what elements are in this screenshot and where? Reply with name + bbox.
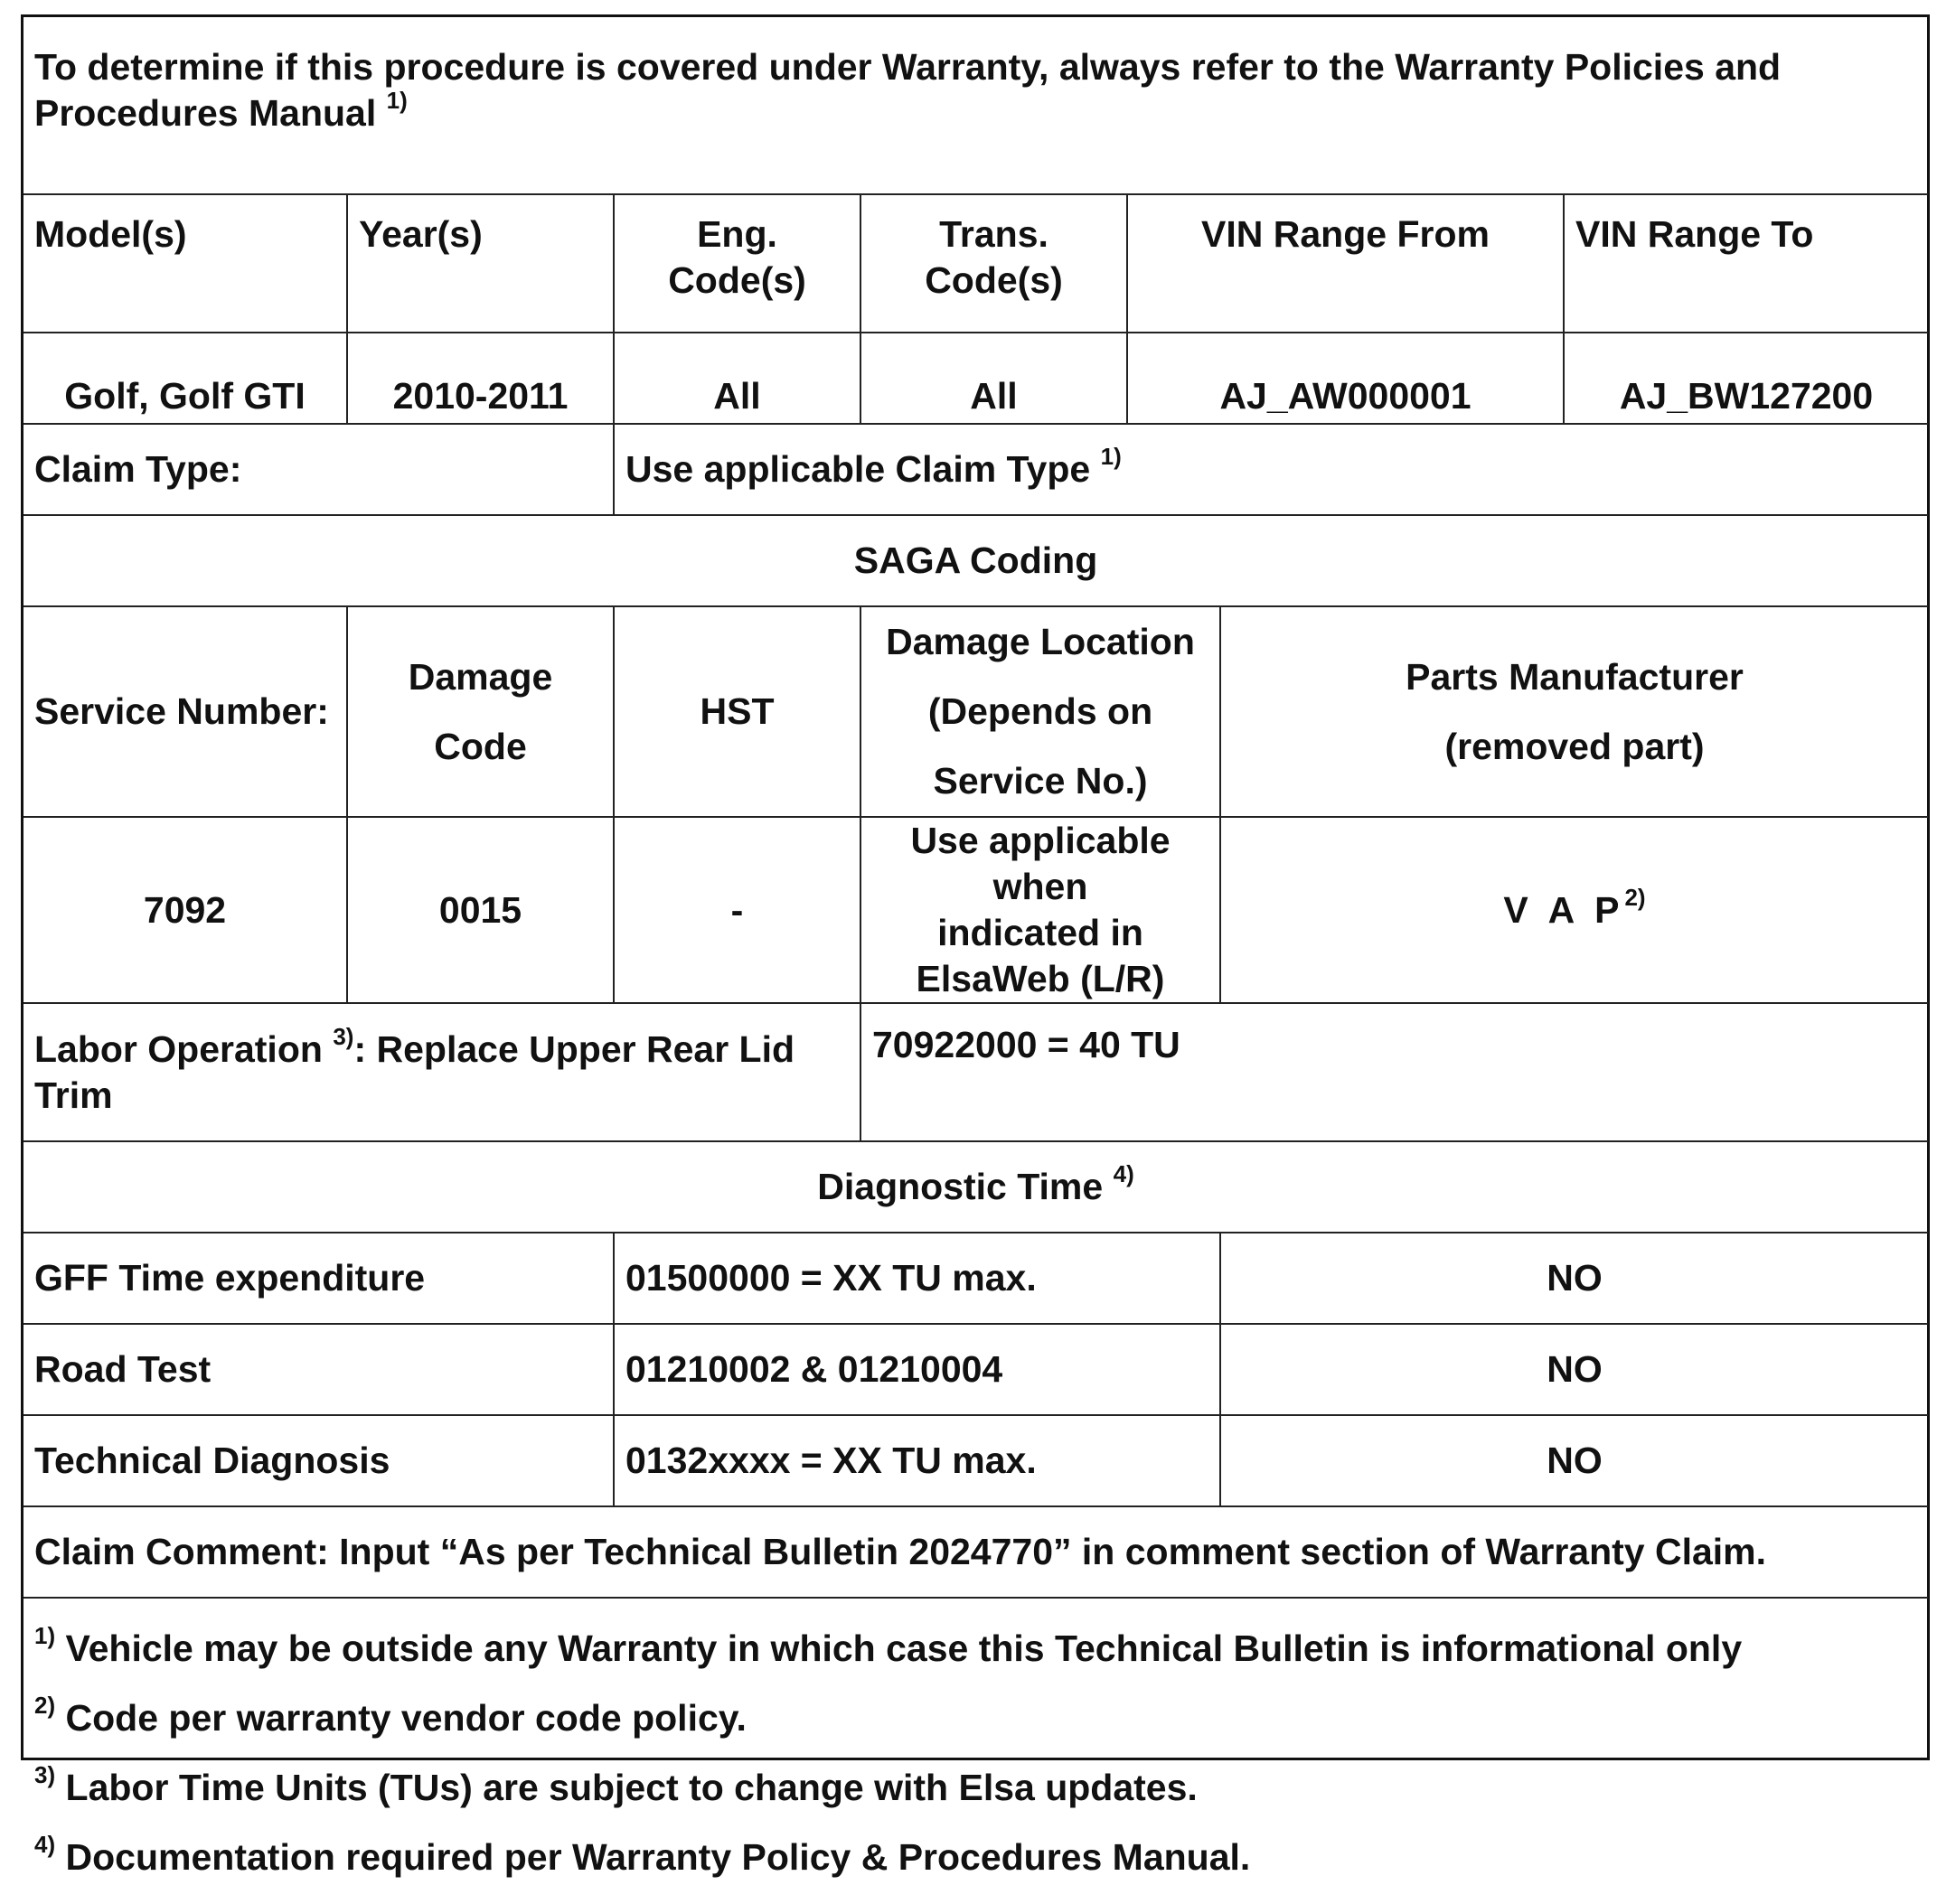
footnote-mark: 3) xyxy=(34,1761,56,1789)
intro-row xyxy=(24,17,1928,194)
claim-comment: Claim Comment: Input “As per Technical Bulletin 2024770” in comment section of Warranty Claim. xyxy=(24,1506,1928,1598)
claim-type-value-cell xyxy=(614,424,1928,515)
intro-text: To determine if this procedure is covered under Warranty, always refer to the Warranty Policies and Procedures Manual xyxy=(34,46,1782,134)
diagnostic-value: NO xyxy=(1220,1233,1928,1324)
eng-code-value: All xyxy=(614,333,860,424)
saga-header-damage-location xyxy=(860,606,1220,817)
damage-code-value: 0015 xyxy=(347,817,614,1003)
labor-label-prefix: Labor Operation xyxy=(34,1027,323,1070)
vin-from-value: AJ_AW000001 xyxy=(1127,333,1564,424)
footnote-text: Labor Time Units (TUs) are subject to change with Elsa updates. xyxy=(65,1767,1198,1808)
footnotes-row xyxy=(24,1598,1928,1904)
footnote-mark: 1) xyxy=(34,1622,56,1650)
year-value: 2010-2011 xyxy=(347,333,614,424)
diagnostic-row xyxy=(24,1233,1928,1324)
labor-label-suffix: : Replace Upper Rear Lid Trim xyxy=(34,1027,795,1116)
diagnostic-row xyxy=(24,1324,1928,1415)
header-vin-to: VIN Range To xyxy=(1564,194,1928,333)
footnote-text: Documentation required per Warranty Policy & Procedures Manual. xyxy=(65,1836,1251,1878)
header-trans-codes: Trans. Code(s) xyxy=(860,194,1127,333)
model-value: Golf, Golf GTI xyxy=(24,333,347,424)
damage-location-value xyxy=(860,817,1220,1003)
diagnostic-label: Technical Diagnosis xyxy=(24,1415,614,1506)
hst-value: - xyxy=(614,817,860,1003)
damage-location-line-2: (Depends on Service No.) xyxy=(927,690,1153,802)
footnotes-cell xyxy=(24,1598,1928,1904)
footnote-text: Vehicle may be outside any Warranty in which case this Technical Bulletin is informational only xyxy=(65,1627,1743,1669)
damage-location-value-2: indicated in ElsaWeb (L/R) xyxy=(916,912,1165,999)
saga-header-row xyxy=(24,606,1928,817)
diagnostic-title-cell xyxy=(24,1141,1928,1233)
claim-type-sup: 1) xyxy=(1100,443,1122,471)
vehicle-header-row xyxy=(24,194,1928,333)
saga-data-row xyxy=(24,817,1928,1003)
diagnostic-title: Diagnostic Time xyxy=(817,1166,1104,1207)
damage-location-value-1: Use applicable when xyxy=(910,820,1171,907)
service-number-value: 7092 xyxy=(24,817,347,1003)
vehicle-data-row xyxy=(24,333,1928,424)
claim-type-row xyxy=(24,424,1928,515)
damage-code-line-2: Code xyxy=(434,725,527,767)
intro-cell xyxy=(24,17,1928,194)
diagnostic-value: NO xyxy=(1220,1324,1928,1415)
saga-header-damage-code xyxy=(347,606,614,817)
intro-sup: 1) xyxy=(386,87,408,115)
footnote xyxy=(34,1831,1917,1904)
footnote xyxy=(34,1761,1917,1834)
header-models: Model(s) xyxy=(24,194,347,333)
parts-mfr-value: V A P xyxy=(1503,888,1625,931)
parts-mfr-sup: 2) xyxy=(1624,883,1646,911)
diagnostic-label: GFF Time expenditure xyxy=(24,1233,614,1324)
diagnostic-value: NO xyxy=(1220,1415,1928,1506)
footnote xyxy=(34,1622,1917,1695)
trans-code-value: All xyxy=(860,333,1127,424)
saga-header-parts-manufacturer xyxy=(1220,606,1928,817)
diagnostic-title-row xyxy=(24,1141,1928,1233)
diagnostic-code: 01210002 & 01210004 xyxy=(614,1324,1220,1415)
diagnostic-label: Road Test xyxy=(24,1324,614,1415)
diagnostic-code: 0132xxxx = XX TU max. xyxy=(614,1415,1220,1506)
footnote-text: Code per warranty vendor code policy. xyxy=(65,1697,747,1739)
footnote-mark: 4) xyxy=(34,1831,56,1859)
labor-operation-value: 70922000 = 40 TU xyxy=(860,1003,1928,1141)
saga-header-service-number: Service Number: xyxy=(24,606,347,817)
warranty-table xyxy=(24,17,1928,1904)
saga-title-row xyxy=(24,515,1928,606)
parts-mfr-line-2: (removed part) xyxy=(1444,725,1705,767)
vin-to-value: AJ_BW127200 xyxy=(1564,333,1928,424)
saga-header-hst: HST xyxy=(614,606,860,817)
diagnostic-row xyxy=(24,1415,1928,1506)
header-eng-codes: Eng. Code(s) xyxy=(614,194,860,333)
claim-comment-row xyxy=(24,1506,1928,1598)
claim-type-value: Use applicable Claim Type xyxy=(625,448,1091,490)
parts-manufacturer-value xyxy=(1220,817,1928,1003)
labor-row xyxy=(24,1003,1928,1141)
labor-operation-label xyxy=(24,1003,860,1141)
claim-type-label: Claim Type: xyxy=(24,424,614,515)
labor-label-sup: 3) xyxy=(333,1022,354,1050)
header-vin-from: VIN Range From xyxy=(1127,194,1564,333)
warranty-bulletin-table xyxy=(21,14,1930,1878)
saga-title: SAGA Coding xyxy=(24,515,1928,606)
header-years: Year(s) xyxy=(347,194,614,333)
parts-mfr-line-1: Parts Manufacturer xyxy=(1406,655,1744,698)
diagnostic-code: 01500000 = XX TU max. xyxy=(614,1233,1220,1324)
footnote-mark: 2) xyxy=(34,1692,56,1720)
diagnostic-title-sup: 4) xyxy=(1113,1160,1134,1188)
damage-code-line-1: Damage xyxy=(408,655,553,698)
footnote xyxy=(34,1692,1917,1765)
damage-location-line-1: Damage Location xyxy=(886,621,1195,662)
